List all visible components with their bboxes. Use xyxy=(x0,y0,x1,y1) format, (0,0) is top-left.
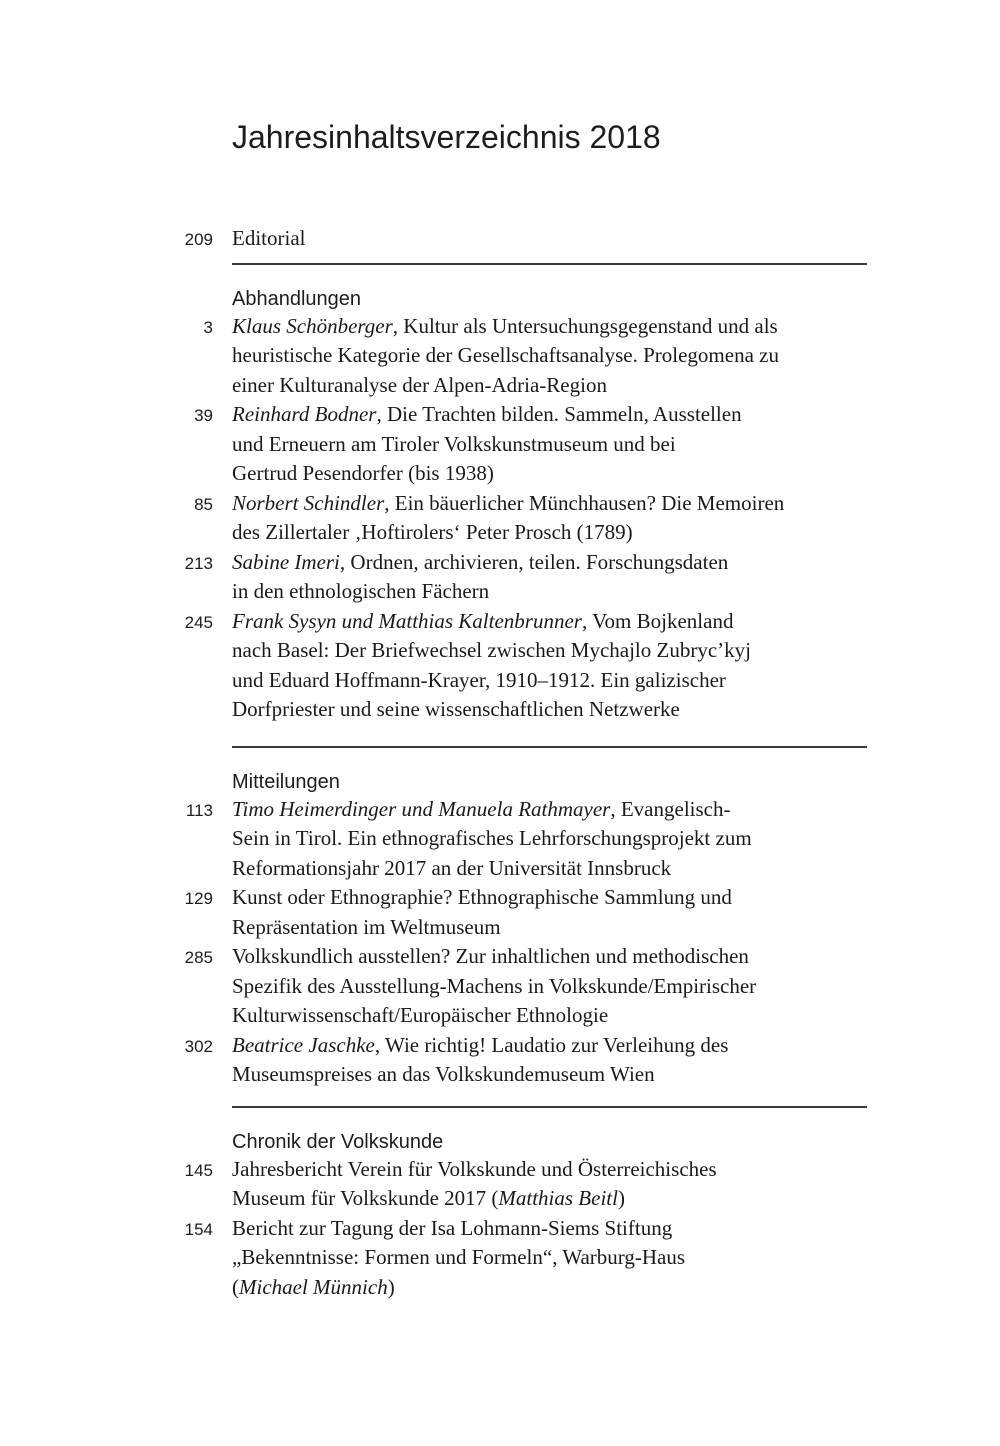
entry-line xyxy=(232,1155,867,1185)
entry-text-segment: nach Basel: Der Briefwechsel zwischen Mychajlo Zubryc’kyj xyxy=(232,638,751,662)
author-name: Frank Sysyn und Matthias Kaltenbrunner xyxy=(232,608,582,633)
entry-line xyxy=(232,854,867,884)
entry-text-segment: Museum für Volkskunde 2017 ( xyxy=(232,1186,499,1210)
author-name: Matthias Beitl xyxy=(498,1186,618,1210)
entry-page-number: 129 xyxy=(184,889,213,908)
section-heading: Chronik der Volkskunde xyxy=(232,1130,444,1153)
toc-entry xyxy=(160,607,867,725)
entry-line xyxy=(232,1184,867,1214)
author-name: Beatrice Jaschke xyxy=(232,1032,375,1057)
entry-page-number: 85 xyxy=(194,494,213,514)
section-heading: Mitteilungen xyxy=(232,770,340,793)
entry-line xyxy=(232,341,867,371)
entry-line xyxy=(232,1243,867,1273)
editorial-page-number: 209 xyxy=(184,230,213,249)
entry-line xyxy=(232,1031,867,1061)
toc-entry xyxy=(160,1031,867,1090)
editorial-title: Editorial xyxy=(232,226,306,250)
toc-entry xyxy=(160,1155,867,1214)
entry-line xyxy=(232,459,867,489)
entry-text-segment: ( xyxy=(232,1274,239,1299)
entry-line xyxy=(232,695,867,725)
entry-text-segment: Kunst oder Ethnographie? Ethnographische Sammlung und xyxy=(232,885,732,909)
author-name: Reinhard Bodner xyxy=(232,402,377,426)
section-heading: Abhandlungen xyxy=(232,287,362,310)
toc-sections xyxy=(160,263,867,1303)
entry-line xyxy=(232,913,867,943)
section-entries xyxy=(160,1155,867,1303)
entry-text-segment: heuristische Kategorie der Gesellschaftsanalyse. Prolegomena zu xyxy=(232,343,779,367)
toc-entry xyxy=(160,400,867,489)
author-name: Michael Münnich xyxy=(239,1274,388,1299)
entry-text-segment: Spezifik des Ausstellung-Machens in Volkskunde/Empirischer xyxy=(232,973,757,998)
entry-text-segment: , Vom Bojkenland xyxy=(581,608,734,633)
entry-text-segment: ) xyxy=(387,1274,395,1299)
entry-text-segment: Reformationsjahr 2017 an der Universität Innsbruck xyxy=(232,855,672,880)
author-name: Klaus Schönberger xyxy=(232,313,393,338)
toc-section xyxy=(160,1106,867,1303)
entry-line xyxy=(232,636,867,666)
entry-text-segment: Kulturwissenschaft/Europäischer Ethnologie xyxy=(232,1003,609,1027)
entry-text-segment: , Kultur als Untersuchungsgegenstand und als xyxy=(392,313,778,338)
entry-text-segment: , Evangelisch- xyxy=(610,796,731,821)
entry-page-number: 213 xyxy=(184,553,213,573)
entry-page-number: 154 xyxy=(184,1219,213,1239)
entry-text-segment: Museumspreises an das Volkskundemuseum Wien xyxy=(232,1062,655,1086)
entry-text xyxy=(232,795,867,884)
entry-line xyxy=(232,607,867,637)
entry-page-number: 113 xyxy=(185,800,213,820)
entry-text-segment: ) xyxy=(617,1186,625,1210)
toc-section xyxy=(160,263,867,725)
entry-text xyxy=(232,489,867,548)
entry-line xyxy=(232,942,867,972)
entry-text xyxy=(232,312,867,401)
entry-line xyxy=(232,1214,867,1244)
entry-line xyxy=(232,1273,867,1303)
entry-text-segment: und Erneuern am Tiroler Volkskunstmuseum und bei xyxy=(232,431,676,456)
entry-text-segment: des Zillertaler ‚Hoftirolers‘ Peter Prosch (1789) xyxy=(232,520,633,544)
entry-text-segment: , Wie richtig! Laudatio zur Verleihung des xyxy=(374,1032,729,1057)
entry-page-number: 245 xyxy=(184,612,213,632)
toc-entry xyxy=(160,1214,867,1303)
entry-line xyxy=(232,577,867,607)
section-divider xyxy=(232,746,867,748)
toc-entry xyxy=(160,795,867,884)
entry-line xyxy=(232,1001,867,1031)
toc-entry xyxy=(160,942,867,1031)
entry-text-segment: Jahresbericht Verein für Volkskunde und Österreichisches xyxy=(232,1156,717,1181)
toc-entry xyxy=(160,883,867,942)
toc-entry xyxy=(160,548,867,607)
entry-text-segment: „Bekenntnisse: Formen und Formeln“, Warburg-Haus xyxy=(232,1245,686,1269)
section-divider xyxy=(232,1106,867,1108)
entry-line xyxy=(232,972,867,1002)
entry-text-segment: und Eduard Hoffmann-Krayer, 1910–1912. Ein galizischer xyxy=(232,667,726,692)
entry-text-segment: Volkskundlich ausstellen? Zur inhaltlichen und methodischen xyxy=(232,944,749,968)
author-name: Timo Heimerdinger und Manuela Rathmayer xyxy=(232,796,611,821)
entry-text-segment: Bericht zur Tagung der Isa Lohmann-Siems Stiftung xyxy=(232,1215,673,1240)
entry-text-segment: Dorfpriester und seine wissenschaftlichen Netzwerke xyxy=(232,697,680,721)
entry-text-segment: Sein in Tirol. Ein ethnografisches Lehrforschungsprojekt zum xyxy=(232,826,752,850)
entry-text-segment: , Ordnen, archivieren, teilen. Forschungsdaten xyxy=(339,549,729,574)
entry-line xyxy=(232,312,867,342)
entry-line xyxy=(232,489,867,519)
entry-line xyxy=(232,883,867,913)
entry-page-number: 285 xyxy=(184,948,213,967)
entry-text xyxy=(232,548,867,607)
author-name: Norbert Schindler xyxy=(232,490,385,515)
entry-line xyxy=(232,1060,867,1090)
editorial-row xyxy=(160,224,867,255)
entry-line xyxy=(232,824,867,854)
page-title: Jahresinhaltsverzeichnis 2018 xyxy=(232,119,661,155)
entry-line xyxy=(232,795,867,825)
toc-entry xyxy=(160,312,867,401)
entry-line xyxy=(232,666,867,696)
entry-text-segment: , Ein bäuerlicher Münchhausen? Die Memoiren xyxy=(384,490,785,515)
entry-line xyxy=(232,371,867,401)
section-entries xyxy=(160,312,867,725)
entry-text-segment: Repräsentation im Weltmuseum xyxy=(232,914,501,939)
entry-line xyxy=(232,430,867,460)
entry-line xyxy=(232,548,867,578)
entry-text-segment: Gertrud Pesendorfer (bis 1938) xyxy=(232,461,494,485)
entry-text-segment: einer Kulturanalyse der Alpen-Adria-Region xyxy=(232,372,607,397)
entry-line xyxy=(232,400,867,430)
section-divider xyxy=(232,263,867,265)
entry-page-number: 3 xyxy=(203,317,213,337)
entry-line xyxy=(232,518,867,548)
entry-text xyxy=(232,1031,867,1090)
entry-text-segment: in den ethnologischen Fächern xyxy=(232,579,490,603)
entry-text xyxy=(232,400,867,489)
author-name: Sabine Imeri xyxy=(232,549,340,574)
entry-text xyxy=(232,883,867,942)
entry-text xyxy=(232,1155,867,1214)
entry-text xyxy=(232,942,867,1031)
entry-text xyxy=(232,1214,867,1303)
entry-page-number: 39 xyxy=(194,406,213,425)
toc-section xyxy=(160,746,867,1090)
entry-text xyxy=(232,607,867,725)
table-of-contents xyxy=(160,224,867,1302)
entry-page-number: 145 xyxy=(184,1160,213,1180)
entry-text-segment: , Die Trachten bilden. Sammeln, Ausstellen xyxy=(376,402,742,426)
section-entries xyxy=(160,795,867,1090)
toc-entry xyxy=(160,489,867,548)
entry-page-number: 302 xyxy=(184,1036,213,1056)
